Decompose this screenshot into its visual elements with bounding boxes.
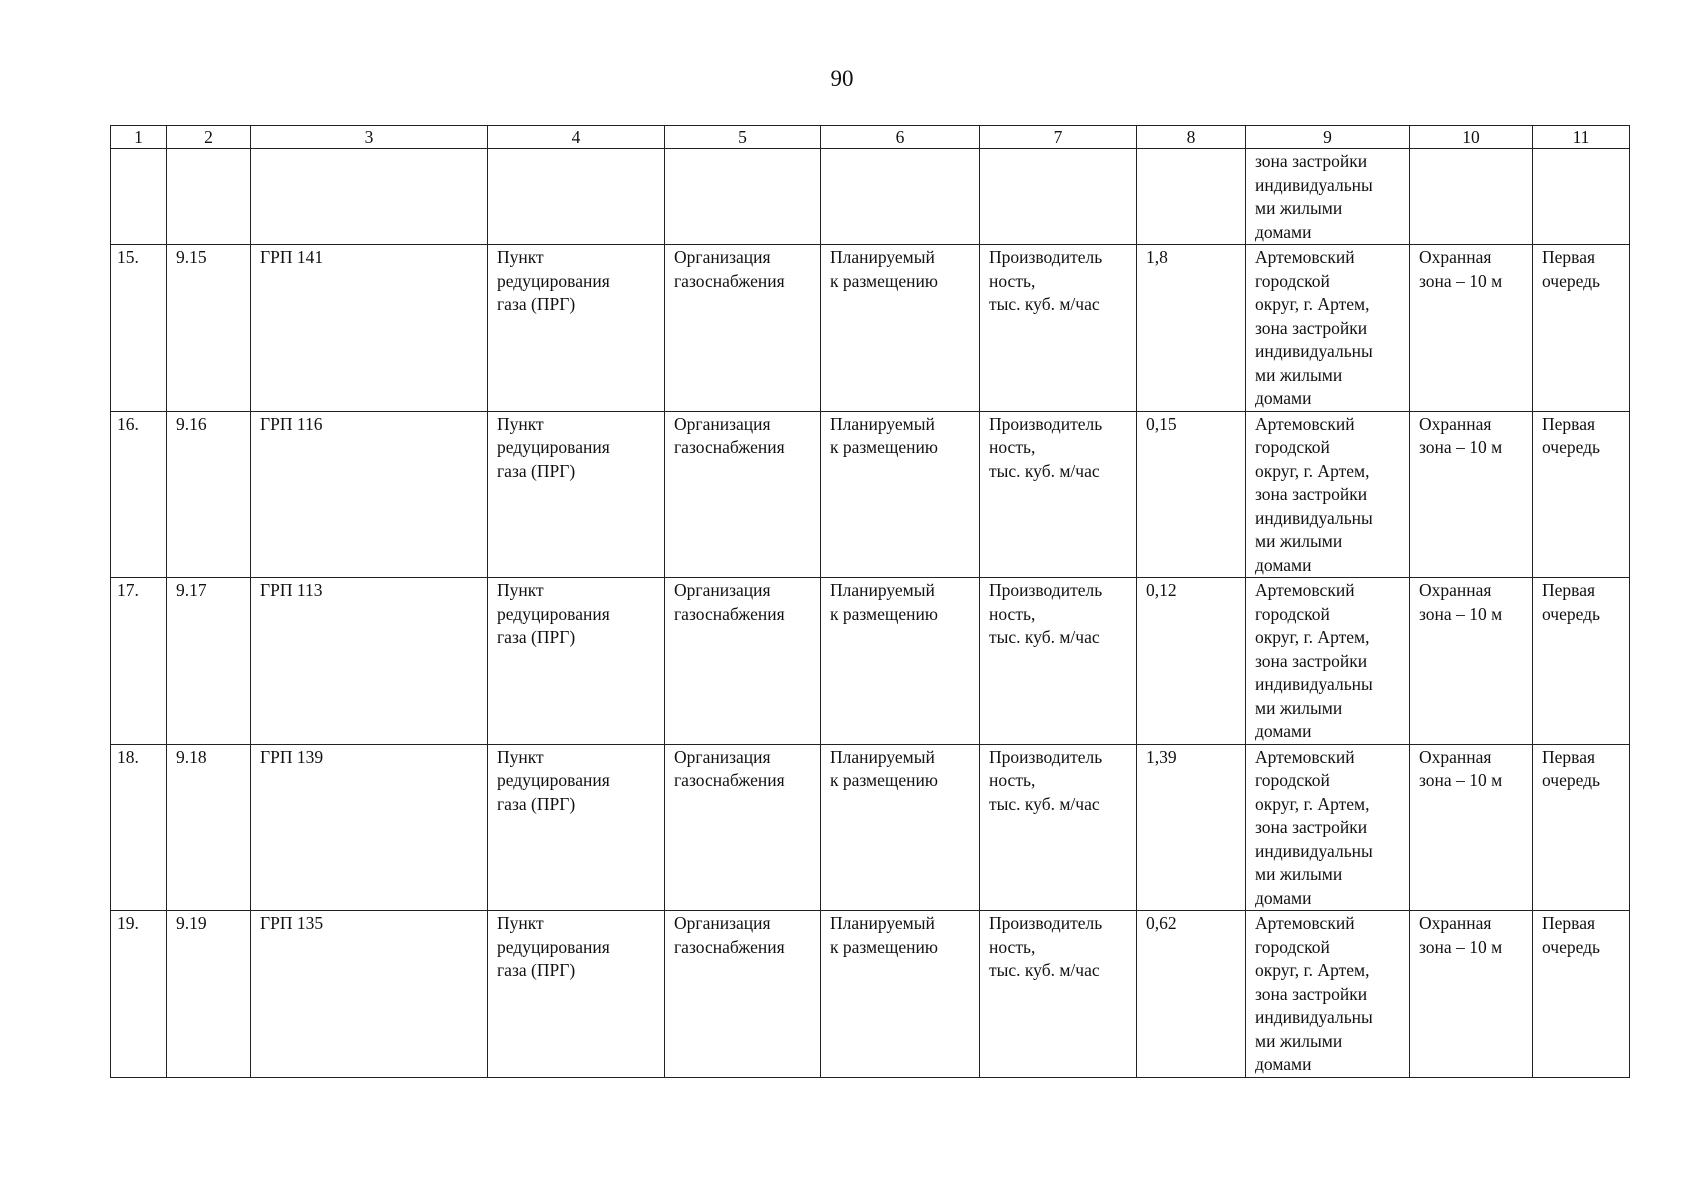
code-cell: 9.18 <box>167 744 251 911</box>
table-row <box>111 411 1630 578</box>
name-cell: ГРП 139 <box>251 744 488 911</box>
value-cell: 1,8 <box>1137 245 1246 412</box>
table-row <box>111 578 1630 745</box>
purpose-cell: Организация газоснабжения <box>665 245 821 412</box>
header-cell: 7 <box>980 126 1137 149</box>
name-cell: ГРП 116 <box>251 411 488 578</box>
header-cell: 11 <box>1533 126 1630 149</box>
row-number-cell: 17. <box>111 578 167 745</box>
header-cell: 10 <box>1410 126 1533 149</box>
header-cell: 4 <box>488 126 665 149</box>
zone-cell: Охранная зона – 10 м <box>1410 411 1533 578</box>
name-cell: ГРП 135 <box>251 911 488 1078</box>
row-number-cell: 16. <box>111 411 167 578</box>
header-cell: 2 <box>167 126 251 149</box>
code-cell: 9.16 <box>167 411 251 578</box>
location-cell: Артемовский городской округ, г. Артем, зона застройки индивидуальны ми жилыми домами <box>1246 578 1410 745</box>
zone-cell: Охранная зона – 10 м <box>1410 911 1533 1078</box>
stage-cell: Первая очередь <box>1533 578 1630 745</box>
table-cell: зона застройки индивидуальны ми жилыми домами <box>1246 149 1410 245</box>
table-row <box>111 744 1630 911</box>
table-cell <box>980 149 1137 245</box>
zone-cell: Охранная зона – 10 м <box>1410 744 1533 911</box>
status-cell: Планируемый к размещению <box>821 411 980 578</box>
row-number-cell: 19. <box>111 911 167 1078</box>
purpose-cell: Организация газоснабжения <box>665 578 821 745</box>
status-cell: Планируемый к размещению <box>821 744 980 911</box>
characteristic-cell: Производитель ность, тыс. куб. м/час <box>980 245 1137 412</box>
table-cell <box>821 149 980 245</box>
location-cell: Артемовский городской округ, г. Артем, зона застройки индивидуальны ми жилыми домами <box>1246 245 1410 412</box>
type-cell: Пункт редуцирования газа (ПРГ) <box>488 411 665 578</box>
status-cell: Планируемый к размещению <box>821 578 980 745</box>
type-cell: Пункт редуцирования газа (ПРГ) <box>488 578 665 745</box>
header-cell: 1 <box>111 126 167 149</box>
row-number-cell: 18. <box>111 744 167 911</box>
row-number-cell: 15. <box>111 245 167 412</box>
characteristic-cell: Производитель ность, тыс. куб. м/час <box>980 411 1137 578</box>
page-number: 90 <box>830 66 854 91</box>
characteristic-cell: Производитель ность, тыс. куб. м/час <box>980 578 1137 745</box>
value-cell: 0,62 <box>1137 911 1246 1078</box>
table-cell <box>1137 149 1246 245</box>
value-cell: 0,15 <box>1137 411 1246 578</box>
header-cell: 9 <box>1246 126 1410 149</box>
name-cell: ГРП 113 <box>251 578 488 745</box>
header-cell: 5 <box>665 126 821 149</box>
stage-cell: Первая очередь <box>1533 411 1630 578</box>
characteristic-cell: Производитель ность, тыс. куб. м/час <box>980 744 1137 911</box>
header-cell: 6 <box>821 126 980 149</box>
name-cell: ГРП 141 <box>251 245 488 412</box>
status-cell: Планируемый к размещению <box>821 245 980 412</box>
continuation-row <box>111 149 1630 245</box>
table-row <box>111 245 1630 412</box>
facilities-table <box>110 125 1630 1078</box>
table-cell <box>488 149 665 245</box>
location-cell: Артемовский городской округ, г. Артем, зона застройки индивидуальны ми жилыми домами <box>1246 744 1410 911</box>
status-cell: Планируемый к размещению <box>821 911 980 1078</box>
zone-cell: Охранная зона – 10 м <box>1410 578 1533 745</box>
value-cell: 1,39 <box>1137 744 1246 911</box>
table-cell <box>1533 149 1630 245</box>
purpose-cell: Организация газоснабжения <box>665 911 821 1078</box>
type-cell: Пункт редуцирования газа (ПРГ) <box>488 245 665 412</box>
code-cell: 9.17 <box>167 578 251 745</box>
stage-cell: Первая очередь <box>1533 245 1630 412</box>
zone-cell: Охранная зона – 10 м <box>1410 245 1533 412</box>
code-cell: 9.19 <box>167 911 251 1078</box>
location-cell: Артемовский городской округ, г. Артем, зона застройки индивидуальны ми жилыми домами <box>1246 911 1410 1078</box>
header-cell: 8 <box>1137 126 1246 149</box>
type-cell: Пункт редуцирования газа (ПРГ) <box>488 744 665 911</box>
header-cell: 3 <box>251 126 488 149</box>
table-cell <box>1410 149 1533 245</box>
table-cell <box>251 149 488 245</box>
purpose-cell: Организация газоснабжения <box>665 744 821 911</box>
location-cell: Артемовский городской округ, г. Артем, зона застройки индивидуальны ми жилыми домами <box>1246 411 1410 578</box>
type-cell: Пункт редуцирования газа (ПРГ) <box>488 911 665 1078</box>
characteristic-cell: Производитель ность, тыс. куб. м/час <box>980 911 1137 1078</box>
value-cell: 0,12 <box>1137 578 1246 745</box>
stage-cell: Первая очередь <box>1533 911 1630 1078</box>
table-cell <box>167 149 251 245</box>
header-row <box>111 126 1630 149</box>
table-cell <box>665 149 821 245</box>
stage-cell: Первая очередь <box>1533 744 1630 911</box>
table-cell <box>111 149 167 245</box>
code-cell: 9.15 <box>167 245 251 412</box>
purpose-cell: Организация газоснабжения <box>665 411 821 578</box>
table-row <box>111 911 1630 1078</box>
